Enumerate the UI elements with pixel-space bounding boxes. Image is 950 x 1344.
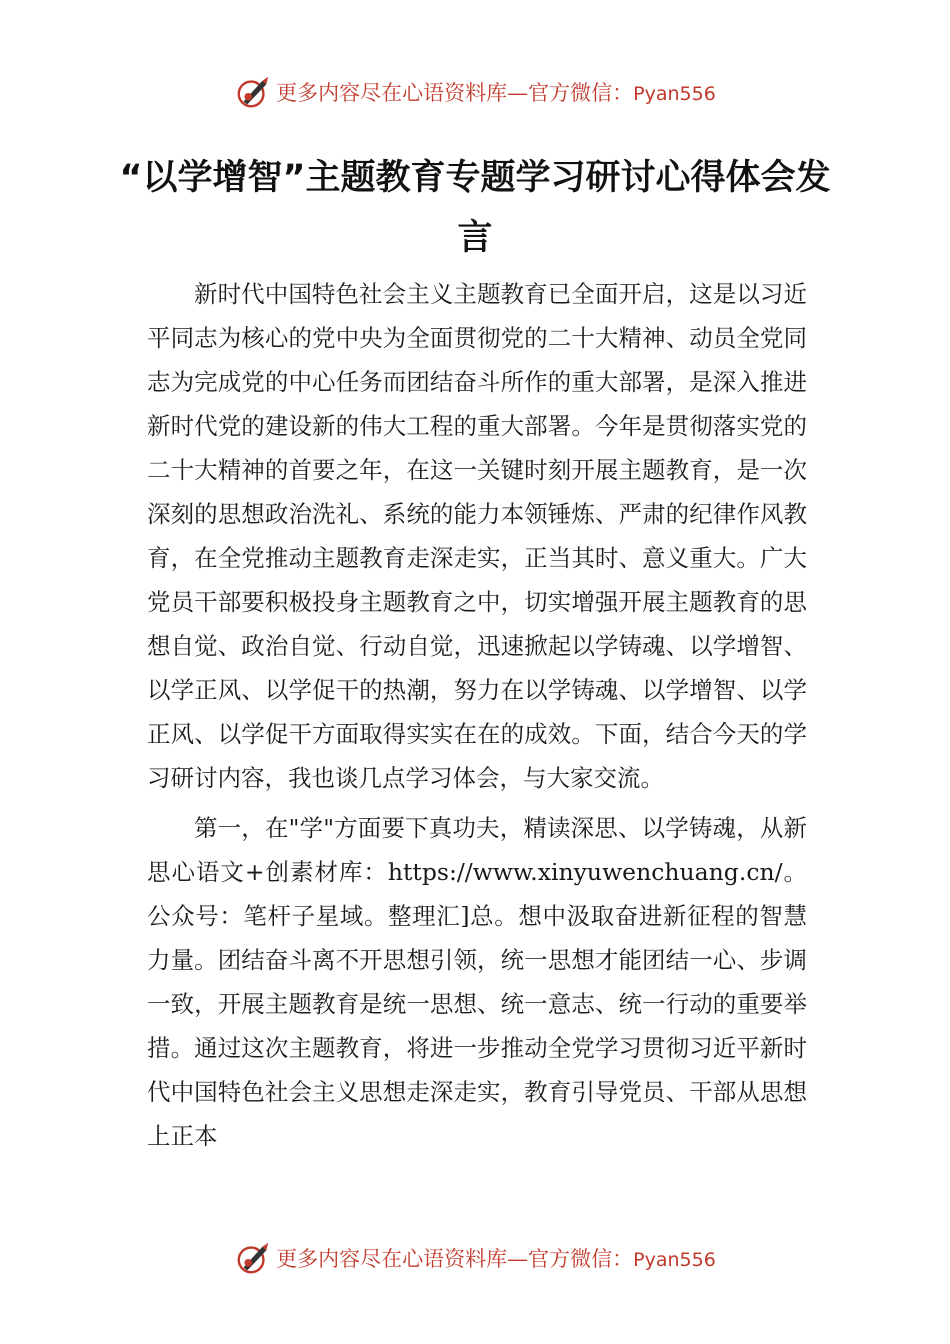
document-body <box>147 272 807 1164</box>
banner-label: 更多内容尽在心语资料库—官方微信：Pyan556 <box>276 81 716 105</box>
header-banner <box>0 72 950 112</box>
wechat-id: Pyan556 <box>633 1249 716 1271</box>
footer-banner <box>0 1238 950 1278</box>
banner-label: 更多内容尽在心语资料库—官方微信：Pyan556 <box>276 1247 716 1271</box>
document-title: “以学增智”主题教育专题学习研讨心得体会发言 <box>119 158 831 258</box>
paragraph-2: 第一，在"学"方面要下真功夫，精读深思、以学铸魂，从新思心语文+创素材库：https://www.xinyuwenchuang.cn/。公众号：笔杆子星域。整理汇]总。想中汲取奋进新征程的智慧力量。团结奋斗离不开思想引领，统一思想才能团结一心、步调一致，开展主题教育是统一思想、统一意志、统一行动的重要举措。通过这次主题教育，将进一步推动全党学习贯彻习近平新时代中国特色社会主义思想走深走实，教育引导党员、干部从思想上正本 <box>147 814 807 1150</box>
pen-logo-icon <box>234 73 272 111</box>
paragraph-1: 新时代中国特色社会主义主题教育已全面开启，这是以习近平同志为核心的党中央为全面贯彻党的二十大精神、动员全党同志为完成党的中心任务而团结奋斗所作的重大部署，是深入推进新时代党的建设新的伟大工程的重大部署。今年是贯彻落实党的二十大精神的首要之年，在这一关键时刻开展主题教育，是一次深刻的思想政治洗礼、系统的能力本领锤炼、严肃的纪律作风教育，在全党推动主题教育走深走实，正当其时、意义重大。广大党员干部要积极投身主题教育之中，切实增强开展主题教育的思想自觉、政治自觉、行动自觉，迅速掀起以学铸魂、以学增智、以学正风、以学促干的热潮，努力在以学铸魂、以学增智、以学正风、以学促干方面取得实实在在的成效。下面，结合今天的学习研讨内容，我也谈几点学习体会，与大家交流。 <box>147 280 807 792</box>
pen-logo-icon <box>234 1239 272 1277</box>
wechat-id: Pyan556 <box>633 83 716 105</box>
